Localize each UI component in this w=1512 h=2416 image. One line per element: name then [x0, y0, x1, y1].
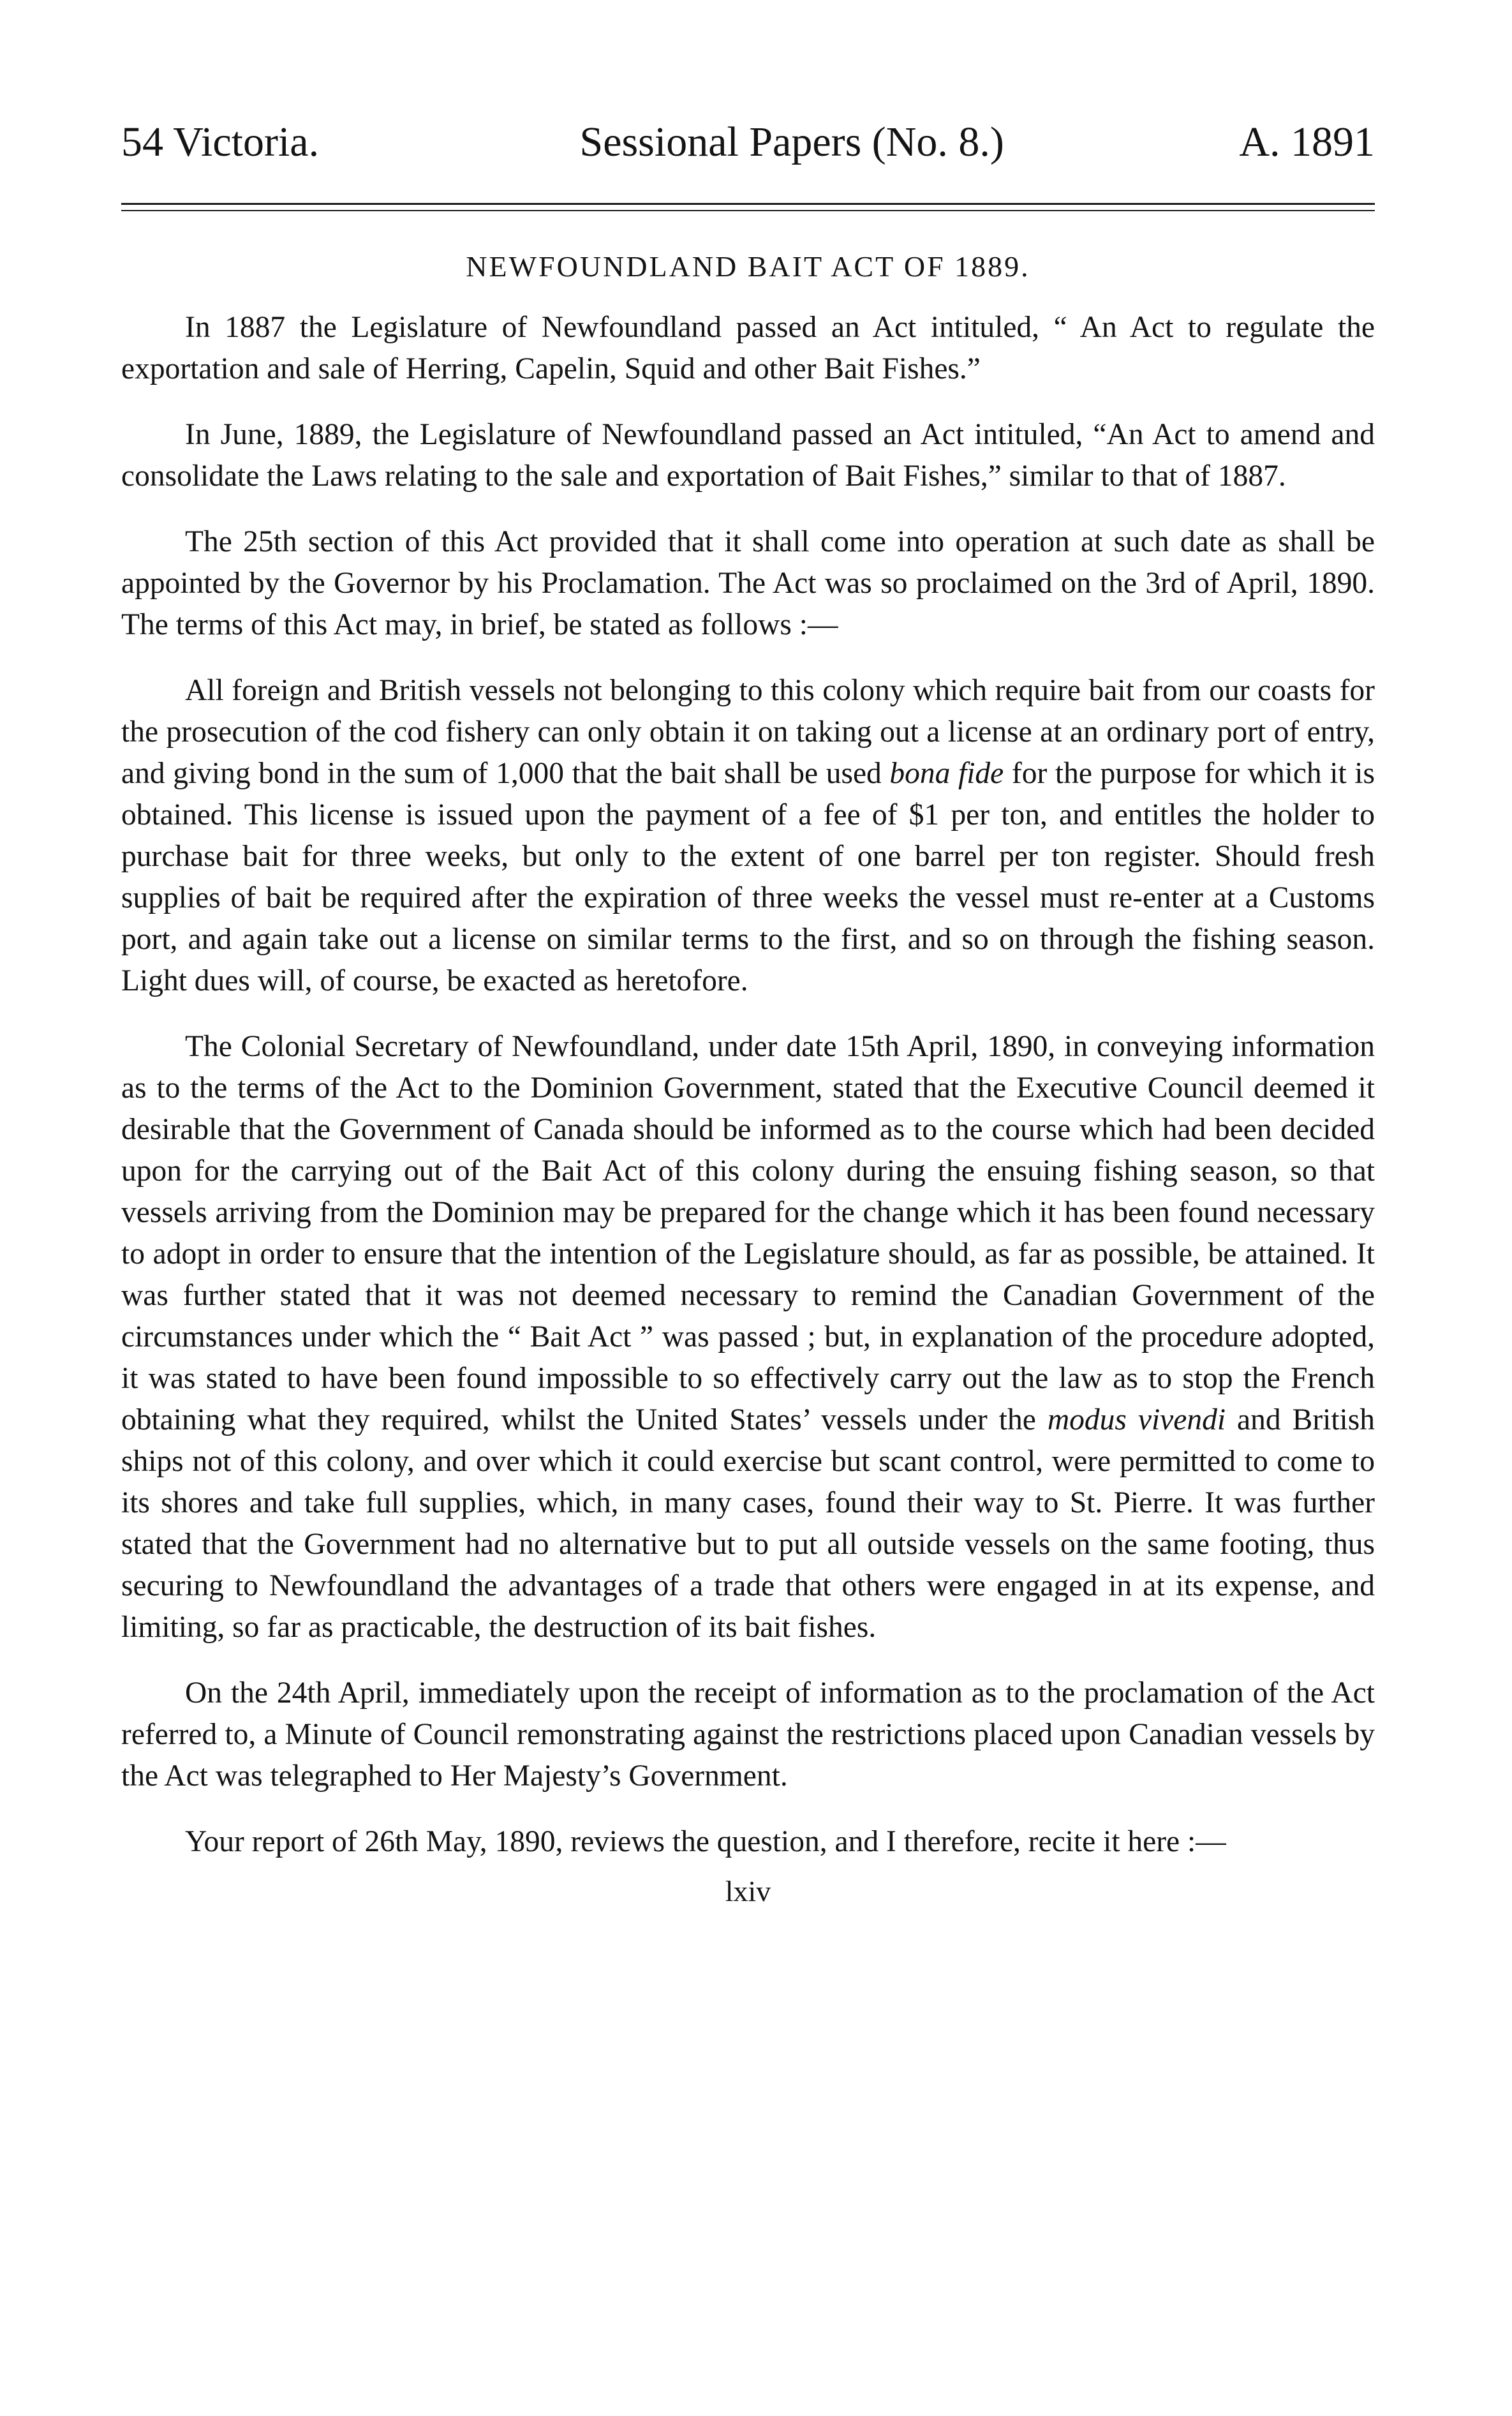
paragraph-5-latin-term: modus vivendi	[1047, 1403, 1226, 1436]
header-year: A. 1891	[1239, 119, 1375, 165]
paragraph-2: In June, 1889, the Legislature of Newfoundland passed an Act intituled, “An Act to amend and consolidate the Laws relating to the sale and exportation of Bait Fishes,” similar to that of 1887.	[121, 418, 1375, 493]
paragraph-4-text-b: for the purpose for which it is obtained. This license is issued upon the payment of a fee of $1 per ton, and entitles the holder to purchase bait for three weeks, but only to the extent of one barrel per ton register. Should fresh supplies of bait be required after the expiration of three weeks the vessel must re-enter at a Customs port, and again take out a license on similar terms to the first, and so on through the fishing season. Light dues will, of course, be exacted as heretofore.	[121, 757, 1375, 997]
paragraph-5-text-a: The Colonial Secretary of Newfoundland, under date 15th April, 1890, in conveying information as to the terms of the Act to the Dominion Government, stated that the Executive Council deemed it desirable that the Government of Canada should be informed as to the course which had been decided upon for the carrying out of the Bait Act of this colony during the ensuing fishing season, so that vessels arriving from the Dominion may be prepared for the change which it has been found necessary to adopt in order to ensure that the intention of the Legislature should, as far as possible, be attained. It was further stated that it was not deemed necessary to remind the Canadian Government of the circumstances under which the “ Bait Act ” was passed ; but, in explanation of the procedure adopted, it was stated to have been found impossible to so effectively carry out the law as to stop the French obtaining what they required, whilst the United States’ vessels under the	[121, 1030, 1375, 1436]
paragraph-4-latin-term: bona fide	[889, 757, 1004, 790]
header-double-rule	[121, 203, 1375, 211]
section-title: NEWFOUNDLAND BAIT ACT OF 1889.	[466, 250, 1030, 283]
paragraph-7: Your report of 26th May, 1890, reviews the question, and I therefore, recite it here :—	[185, 1825, 1226, 1858]
paragraph-4-text-a: All foreign and British vessels not belonging to this colony which require bait from our coasts for the prosecution of the cod fishery can only obtain it on taking out a license at an ordinary port of entry, and giving bond in the sum of 1,000 that the bait shall be used	[121, 674, 1375, 790]
paragraph-6: On the 24th April, immediately upon the receipt of information as to the proclamation of the Act referred to, a Minute of Council remonstrating against the restrictions placed upon Canadian vessels by the Act was telegraphed to Her Majesty’s Government.	[121, 1676, 1375, 1793]
paragraph-3: The 25th section of this Act provided that it shall come into operation at such date as shall be appointed by the Governor by his Proclamation. The Act was so proclaimed on the 3rd of April, 1890. The terms of this Act may, in brief, be stated as follows :—	[121, 525, 1375, 641]
paragraph-1: In 1887 the Legislature of Newfoundland passed an Act intituled, “ An Act to regulate the exportation and sale of Herring, Capelin, Squid and other Bait Fishes.”	[121, 311, 1375, 385]
paragraph-5	[121, 1026, 1375, 1648]
document-page	[121, 121, 1375, 1906]
paragraph-5-text-b: and British ships not of this colony, and over which it could exercise but scant control, were permitted to come to its shores and take full supplies, which, in many cases, found their way to St. Pierre. It was further stated that the Government had no alternative but to put all outside vessels on the same footing, thus securing to Newfoundland the advantages of a trade that others were engaged in at its expense, and limiting, so far as practicable, the destruction of its bait fishes.	[121, 1403, 1375, 1644]
header-regnal-year: 54 Victoria.	[121, 119, 320, 165]
page-folio: lxiv	[725, 1875, 771, 1907]
header-rule-top	[121, 203, 1375, 205]
header-rule-bottom	[121, 210, 1375, 211]
paragraph-4	[121, 670, 1375, 1002]
header-series-title: Sessional Papers (No. 8.)	[579, 119, 1004, 165]
running-header	[121, 121, 1375, 172]
